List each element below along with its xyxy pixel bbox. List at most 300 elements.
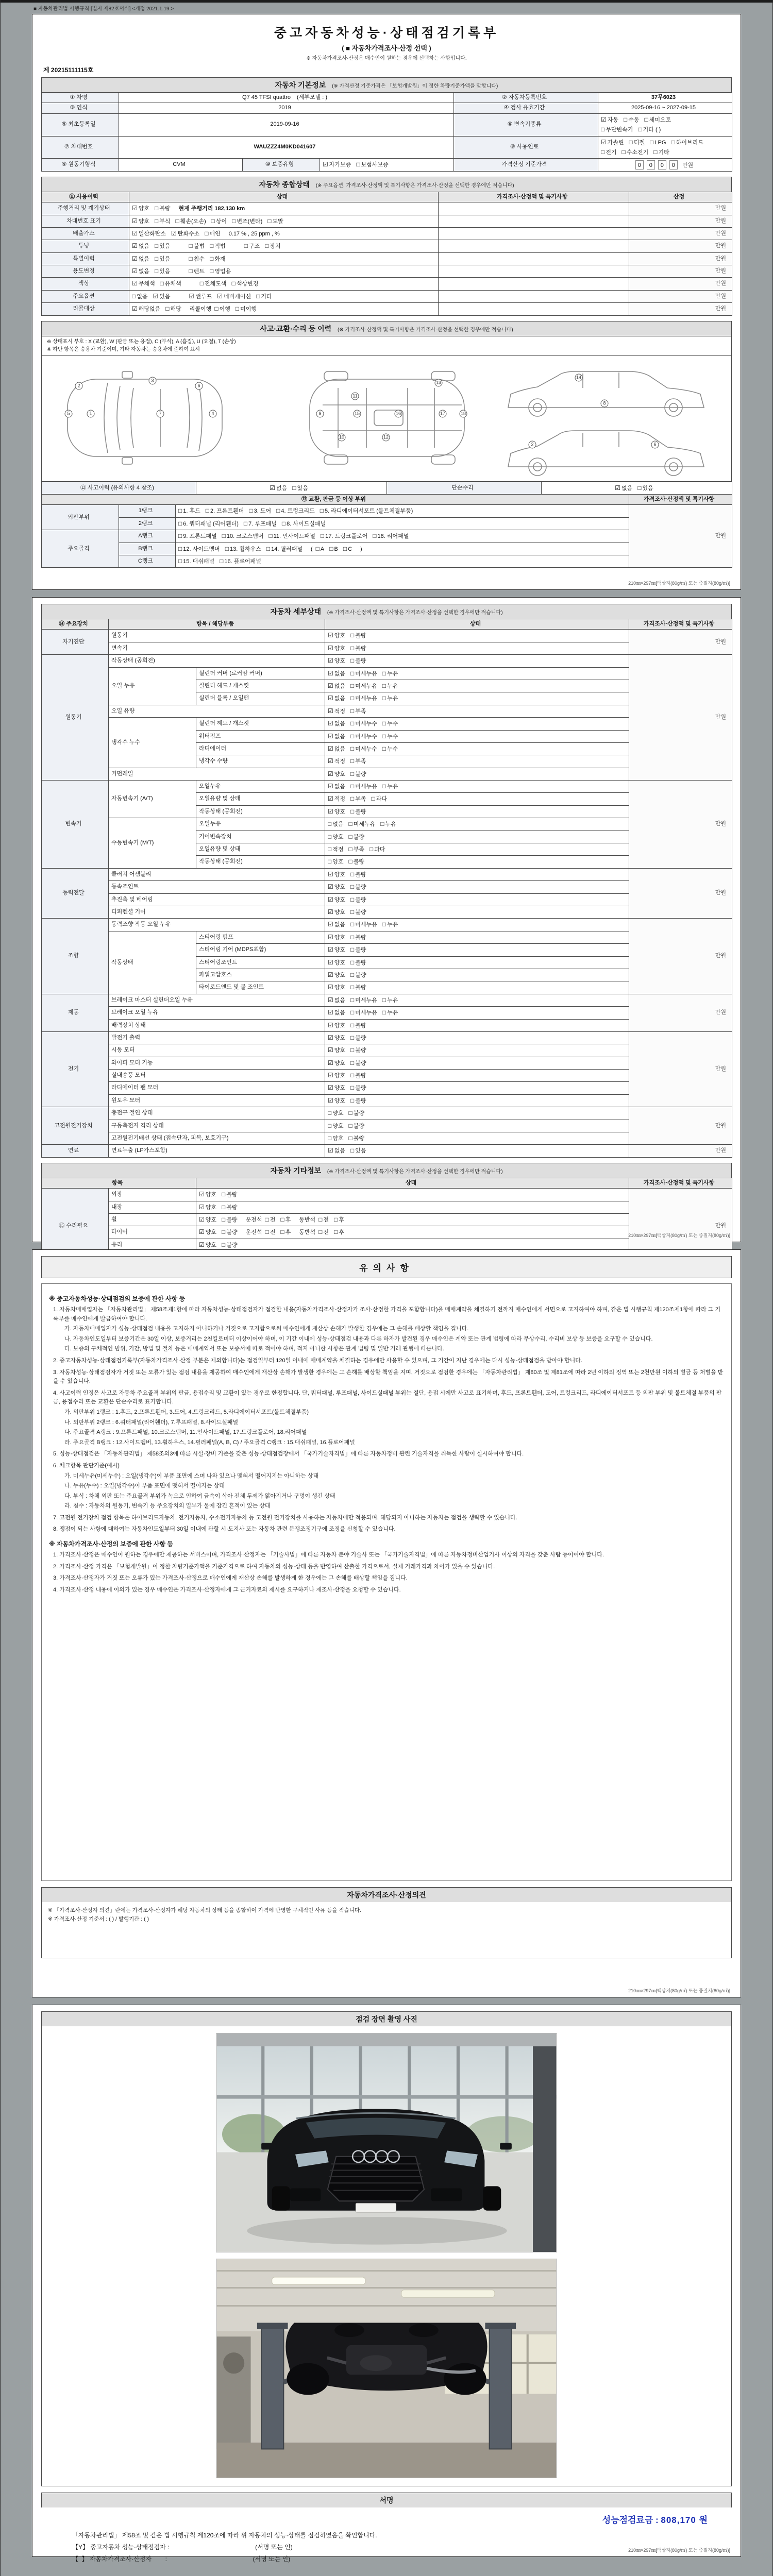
checkbox-unchecked[interactable]: □ 미세누유	[348, 820, 376, 828]
checkbox-unchecked[interactable]: □ 누유	[382, 783, 398, 790]
checkbox-unchecked[interactable]: □ 불량	[350, 958, 366, 966]
checkbox-icon: ☑	[328, 757, 333, 765]
checkbox-unchecked[interactable]: □ 부족	[348, 845, 365, 853]
inspection-photo-underbody	[216, 2259, 557, 2478]
checkbox-checked[interactable]: ☑ 양호	[199, 1191, 217, 1198]
checkbox-unchecked[interactable]: □ 6. 쿼터패널 (리어휀더)	[178, 519, 239, 527]
checkbox-checked[interactable]: ☑ 양호	[328, 984, 346, 991]
checkbox-icon: □	[189, 267, 193, 275]
section-basic-title: 자동차 기본정보	[275, 81, 326, 89]
checkbox-unchecked[interactable]: □ 누유	[382, 669, 398, 677]
checkbox-unchecked[interactable]: □ 불량	[222, 1191, 238, 1198]
checkbox-unchecked[interactable]: □ 세미오토	[644, 115, 671, 123]
document-number: 제 20215111115호	[43, 66, 94, 74]
checkbox-unchecked[interactable]: □ 장치	[265, 242, 281, 250]
checkbox-checked[interactable]: ☑ 양호	[328, 933, 346, 941]
section-photos-title: 점검 장면 촬영 사진	[356, 2015, 417, 2023]
checkbox-unchecked[interactable]: □ 12. 사이드멤버	[178, 545, 220, 552]
checkbox-icon: □	[155, 267, 159, 275]
checkbox-unchecked[interactable]: □ 없음	[328, 820, 344, 828]
checkbox-unchecked[interactable]: □ C	[343, 545, 352, 552]
checkbox-unchecked[interactable]: □ 디젤	[629, 138, 645, 146]
checkbox-unchecked[interactable]: □ 불량	[350, 971, 366, 978]
checkbox-checked[interactable]: ☑ 없음	[328, 1147, 346, 1155]
checkbox-unchecked[interactable]: □ 부식	[155, 217, 171, 225]
checkbox-unchecked[interactable]: □ 불량	[348, 1109, 365, 1117]
cell: 작동상태 (공회전)	[196, 805, 325, 818]
checkbox-icon: ☑	[171, 229, 177, 237]
checkbox-checked[interactable]: ☑ 자동	[601, 115, 619, 123]
checkbox-icon: □	[350, 783, 355, 790]
section-detail-title: 자동차 세부상태	[270, 607, 322, 616]
checkbox-unchecked[interactable]: □ 불량	[350, 807, 366, 815]
checkbox-unchecked[interactable]: □ 있음	[155, 255, 171, 262]
checkbox-icon: □	[220, 557, 224, 565]
checkbox-unchecked[interactable]: □ 색상변경	[231, 280, 259, 287]
checkbox-checked[interactable]: ☑ 해당없음	[132, 305, 161, 313]
checkbox-unchecked[interactable]: □ 5. 라디에이터서포트 (볼트체결부품)	[320, 507, 413, 515]
cell: 작동상태 (공회전)	[196, 856, 325, 868]
checkbox-unchecked[interactable]: □ 전	[265, 1215, 276, 1223]
checkbox-checked[interactable]: ☑ 없음	[328, 783, 346, 790]
checkbox-unchecked[interactable]: □ 미세누유	[350, 694, 377, 702]
table-row	[42, 1120, 732, 1132]
page-4	[32, 2005, 741, 2563]
checkbox-unchecked[interactable]: □ 누유	[382, 1009, 398, 1016]
checkbox-icon: □	[624, 115, 628, 123]
checkbox-icon: □	[343, 545, 347, 552]
panel-number-marker: 8	[601, 399, 609, 407]
checkbox-checked[interactable]: ☑ 양호	[328, 1021, 346, 1029]
cell: 작동상태 (공회전)	[109, 655, 325, 667]
checkbox-unchecked[interactable]: □ 불량	[350, 657, 366, 665]
section-overall-note: (※ 주요옵션, 가격조사·산정액 및 특기사항은 가격조사·산정을 선택한 경우에만 적습니다)	[315, 182, 514, 189]
checkbox-checked[interactable]: ☑ 양호	[132, 205, 150, 212]
checkbox-unchecked[interactable]: □ 미세누유	[350, 921, 377, 928]
label-cell: ⑨ 원동기형식	[42, 159, 119, 171]
checkbox-checked[interactable]: ☑ 있음	[153, 292, 171, 300]
cell	[325, 680, 629, 692]
checkbox-unchecked[interactable]: □ 양호	[328, 833, 344, 840]
checkbox-unchecked[interactable]: □ 미세누수	[350, 744, 377, 752]
section-detail-note: (※ 가격조사·산정액 및 특기사항은 가격조사·산정을 선택한 경우에만 적습니다)	[327, 610, 503, 616]
notice-subitem: 가. 외판부위 1랭크 : 1.후드, 2.프론트휀더, 3.도어, 4.트렁크리드, 5.라디에이터서포트(볼트체결부품)	[64, 1409, 309, 1415]
checkbox-unchecked[interactable]: □ 렌트	[189, 267, 205, 275]
checkbox-icon: □	[210, 255, 214, 262]
checkbox-unchecked[interactable]: □ 불량	[222, 1241, 238, 1248]
checkbox-unchecked[interactable]: □ 불법	[189, 242, 205, 250]
checkbox-checked[interactable]: ☑ 양호	[328, 657, 346, 665]
checkbox-checked[interactable]: ☑ 없음	[132, 255, 150, 262]
checkbox-checked[interactable]: ☑ 양호	[328, 908, 346, 916]
checkbox-checked[interactable]: ☑ 양호	[328, 644, 346, 652]
checkbox-unchecked[interactable]: □ 2. 프론트휀더	[205, 507, 244, 515]
checkbox-checked[interactable]: ☑ 탄화수소	[171, 229, 200, 237]
checkbox-unchecked[interactable]: □ 불량	[350, 632, 366, 639]
checkbox-unchecked[interactable]: □ 수소전기	[621, 148, 649, 156]
checkbox-checked[interactable]: ☑ 없음	[328, 694, 346, 702]
repair-needed: ⑮ 수리필요	[42, 1189, 109, 1264]
checkbox-checked[interactable]: ☑ 적정	[328, 707, 346, 715]
page-title: 중고자동차성능·상태점검기록부	[274, 26, 499, 40]
checkbox-unchecked[interactable]: □ 매연	[205, 229, 221, 237]
checkbox-unchecked[interactable]: □ 화재	[210, 255, 226, 262]
checkbox-checked[interactable]: ☑ 없음	[328, 1009, 346, 1016]
checkbox-unchecked[interactable]: □ 기타 ( )	[638, 126, 661, 133]
checkbox-icon: □	[350, 933, 355, 941]
checkbox-unchecked[interactable]: □ 후	[280, 1215, 291, 1223]
checkbox-checked[interactable]: ☑ 없음	[328, 720, 346, 727]
price-digit-box: 0	[669, 160, 678, 170]
checkbox-unchecked[interactable]: □ 13. 휠하우스	[225, 545, 261, 552]
checkbox-unchecked[interactable]: □ 7. 루프패널	[243, 519, 277, 527]
checkbox-checked[interactable]: ☑ 없음	[270, 484, 288, 492]
accident-history-table	[41, 482, 732, 495]
checkbox-unchecked[interactable]: □ 수동	[624, 115, 640, 123]
checkbox-unchecked[interactable]: □ 부족	[350, 757, 366, 765]
checkbox-icon: □	[232, 217, 236, 225]
checkbox-unchecked[interactable]: □ 있음	[637, 484, 653, 492]
checkbox-unchecked[interactable]: □ 전	[265, 1228, 276, 1236]
checkbox-unchecked[interactable]: □ 미세누유	[350, 1009, 377, 1016]
checkbox-unchecked[interactable]: □ 부족	[350, 795, 366, 803]
section-accident-history	[41, 321, 732, 336]
checkbox-unchecked[interactable]: □ 후	[280, 1228, 291, 1236]
checkbox-checked[interactable]: ☑ 없음	[328, 921, 346, 928]
checkbox-icon: □	[373, 532, 377, 540]
checkbox-unchecked[interactable]: □ 미세누수	[350, 720, 377, 727]
cell	[325, 1132, 629, 1145]
checkbox-unchecked[interactable]: □ 침수	[189, 255, 205, 262]
checkbox-unchecked[interactable]: □ 불량	[350, 644, 366, 652]
checkbox-unchecked[interactable]: □ 4. 트렁크리드	[276, 507, 315, 515]
table-row	[42, 718, 732, 730]
checkbox-checked[interactable]: ☑ 양호	[328, 1059, 346, 1066]
warranty-type	[320, 159, 454, 171]
checkbox-checked[interactable]: ☑ 양호	[199, 1228, 217, 1236]
checkbox-unchecked[interactable]: □ 적법	[210, 242, 226, 250]
checkbox-checked[interactable]: ☑ 양호	[328, 632, 346, 639]
checkbox-unchecked[interactable]: □ 불량	[155, 205, 171, 212]
checkbox-unchecked[interactable]: □ 미세누유	[350, 783, 377, 790]
checkbox-unchecked[interactable]: □ 불량	[222, 1203, 238, 1211]
checkbox-unchecked[interactable]: □ 상이	[211, 217, 227, 225]
checkbox-unchecked[interactable]: □ 9. 프론트패널	[178, 532, 217, 540]
cell	[325, 969, 629, 981]
frame-rank-b: □ 12. 사이드멤버 □ 13. 휠하우스 □ 14. 필러패널 ( □ A □ B □ C )	[176, 543, 629, 555]
device-powertrain: 동력전달	[42, 868, 109, 919]
checkbox-icon: ☑	[328, 908, 333, 916]
checkbox-unchecked[interactable]: □ 보험사보증	[356, 161, 389, 168]
checkbox-checked[interactable]: ☑ 없음	[328, 682, 346, 689]
checkbox-unchecked[interactable]: □ 누유	[382, 921, 398, 928]
checkbox-icon: ☑	[270, 484, 275, 492]
checkbox-checked[interactable]: ☑ 없음	[328, 669, 346, 677]
header-cell: 가격조사·산정액 및 특기사항	[629, 1178, 732, 1188]
checkbox-checked[interactable]: ☑ 양호	[199, 1241, 217, 1248]
checkbox-unchecked[interactable]: □ 불량	[350, 1084, 366, 1092]
panel-number-marker: 3	[149, 377, 157, 384]
checkbox-unchecked[interactable]: □ 해당	[165, 305, 181, 313]
checkbox-unchecked[interactable]: □ 미세누유	[350, 996, 377, 1004]
checkbox-checked[interactable]: ☑ 양호	[132, 217, 150, 225]
checkbox-checked[interactable]: ☑ 네비게이션	[217, 292, 251, 300]
plate-number: 37무6023	[598, 93, 732, 103]
checkbox-unchecked[interactable]: □ 이행	[214, 305, 230, 313]
checkbox-icon: □	[320, 532, 325, 540]
label-cell: ⑥ 변속기종류	[454, 113, 598, 136]
checkbox-unchecked[interactable]: □ 10. 크로스멤버	[222, 532, 264, 540]
checkbox-checked[interactable]: ☑ 썬루프	[189, 292, 212, 300]
checkbox-icon: ☑	[328, 933, 333, 941]
checkbox-checked[interactable]: ☑ 없음	[615, 484, 633, 492]
checkbox-checked[interactable]: ☑ 일산화탄소	[132, 229, 166, 237]
car-damage-diagram	[41, 356, 732, 482]
cell: 브레이크 마스터 실린더오일 누유	[109, 994, 325, 1006]
checkbox-unchecked[interactable]: □ 있음	[155, 242, 171, 250]
section-photos	[41, 2011, 732, 2026]
checkbox-unchecked[interactable]: □ 미세누유	[350, 682, 377, 689]
basic-info-table	[41, 92, 732, 172]
notice-item: 5. 성능·상태점검은 「자동차관리법」 제58조의3에 따른 시설·장비 기준을 갖춘 성능·상태점검장에서 「국가기술자격법」에 따른 자동차정비 관련 기술자격을 취득한 사람이 실시하여야 합니다.	[53, 1451, 524, 1458]
checkbox-checked[interactable]: ☑ 없음	[132, 267, 150, 275]
inspection-fee	[41, 2507, 732, 2527]
cell: 만원	[629, 215, 732, 227]
checkbox-checked[interactable]: ☑ 자가보증	[323, 161, 351, 168]
page-3	[32, 1249, 741, 1997]
cell: 배력장치 상태	[109, 1019, 325, 1031]
checkbox-unchecked[interactable]: □ 누수	[382, 732, 398, 740]
checkbox-icon: □	[328, 845, 332, 853]
checkbox-unchecked[interactable]: □ 누수	[382, 720, 398, 727]
checkbox-unchecked[interactable]: □ 없음	[132, 292, 148, 300]
checkbox-checked[interactable]: ☑ 없음	[328, 732, 346, 740]
valuation-opinion-header	[41, 1887, 732, 1902]
checkbox-unchecked[interactable]: □ 15. 대쉬패널	[178, 557, 215, 565]
checkbox-checked[interactable]: ☑ 양호	[328, 971, 346, 978]
checkbox-unchecked[interactable]: □ 양호	[328, 1122, 344, 1129]
cell	[325, 742, 629, 755]
checkbox-icon: □	[276, 507, 280, 515]
checkbox-unchecked[interactable]: □ 불량	[222, 1228, 238, 1236]
checkbox-icon: ☑	[328, 996, 333, 1004]
checkbox-icon: ☑	[328, 1009, 333, 1016]
checkbox-unchecked[interactable]: □ 유채색	[160, 280, 181, 287]
cell: 커먼레일	[109, 768, 325, 780]
panel-damage-table	[41, 494, 732, 568]
checkbox-unchecked[interactable]: □ 전	[318, 1228, 329, 1236]
checkbox-icon: □	[350, 996, 355, 1004]
checkbox-unchecked[interactable]: □ 과다	[371, 795, 388, 803]
checkbox-unchecked[interactable]: □ 불량	[350, 984, 366, 991]
checkbox-checked[interactable]: ☑ 양호	[328, 946, 346, 954]
checkbox-icon: ☑	[328, 1059, 333, 1066]
checkbox-unchecked[interactable]: □ 있음	[155, 267, 171, 275]
checkbox-unchecked[interactable]: □ 불량	[350, 908, 366, 916]
checkbox-icon: □	[178, 557, 182, 565]
checkbox-unchecked[interactable]: □ 불량	[350, 946, 366, 954]
checkbox-unchecked[interactable]: □ 무단변속기	[601, 126, 633, 133]
checkbox-unchecked[interactable]: □ 부족	[350, 707, 366, 715]
checkbox-unchecked[interactable]: □ 적정	[328, 845, 344, 853]
checkbox-icon: □	[265, 1228, 269, 1236]
checkbox-unchecked[interactable]: □ 누유	[380, 820, 396, 828]
cell: 실린더 헤드 / 개스킷	[196, 718, 325, 730]
checkbox-unchecked[interactable]: □ 미세누수	[350, 732, 377, 740]
checkbox-unchecked[interactable]: □ 전	[318, 1215, 329, 1223]
checkbox-unchecked[interactable]: □ 후	[334, 1228, 344, 1236]
cell	[325, 856, 629, 868]
checkbox-checked[interactable]: ☑ 적정	[328, 795, 346, 803]
cell: 오일 유량	[109, 705, 325, 717]
checkbox-icon: □	[292, 484, 296, 492]
checkbox-checked[interactable]: ☑ 없음	[132, 242, 150, 250]
checkbox-unchecked[interactable]: □ 8. 사이드실패널	[281, 519, 326, 527]
checkbox-checked[interactable]: ☑ 적정	[328, 757, 346, 765]
checkbox-unchecked[interactable]: □ 14. 필러패널	[266, 545, 303, 552]
checkbox-checked[interactable]: ☑ 양호	[328, 883, 346, 891]
frame-rank-c	[176, 555, 629, 567]
checkbox-checked[interactable]: ☑ 양호	[199, 1203, 217, 1211]
checkbox-unchecked[interactable]: □ 불량	[350, 770, 366, 777]
checkbox-unchecked[interactable]: □ 과다	[369, 845, 385, 853]
checkbox-unchecked[interactable]: □ 양호	[328, 1134, 344, 1142]
checkbox-unchecked[interactable]: □ 11. 인사이드패널	[268, 532, 315, 540]
checkbox-icon: □	[350, 1021, 355, 1029]
header-cell: 상태	[196, 1178, 629, 1188]
checkbox-unchecked[interactable]: □ 누유	[382, 682, 398, 689]
cell: 만원	[629, 655, 732, 781]
table-row	[42, 619, 732, 630]
checkbox-unchecked[interactable]: □ 18. 리어패널	[373, 532, 409, 540]
checkbox-unchecked[interactable]: □ 미이행	[235, 305, 257, 313]
valuation-note-1: ※ 「가격조사·산정자 의견」란에는 가격조사·산정자가 해당 자동차의 상태 등을 종합하여 가격에 반영한 구체적인 사유 등을 적습니다.	[48, 1907, 361, 1913]
cell: 오일누유	[196, 818, 325, 831]
device-fuel: 연료	[42, 1145, 109, 1157]
checkbox-checked[interactable]: ☑ 양호	[328, 1046, 346, 1054]
label-cell: C랭크	[119, 555, 176, 567]
checkbox-unchecked[interactable]: □ 17. 트렁크플로어	[320, 532, 368, 540]
checkbox-checked[interactable]: ☑ 양호	[328, 870, 346, 878]
checkbox-checked[interactable]: ☑ 양호	[328, 770, 346, 777]
checkbox-icon: □	[281, 519, 286, 527]
cell	[439, 252, 629, 265]
checkbox-checked[interactable]: ☑ 양호	[328, 895, 346, 903]
checkbox-icon: ☑	[328, 883, 333, 891]
checkbox-unchecked[interactable]: □ 불량	[350, 1021, 366, 1029]
checkbox-checked[interactable]: ☑ 없음	[328, 996, 346, 1004]
checkbox-unchecked[interactable]: □ 불량	[350, 1046, 366, 1054]
checkbox-unchecked[interactable]: □ 전체도색	[199, 280, 227, 287]
table-row	[42, 1132, 732, 1145]
header-cell: 가격조사·산정액 및 특기사항	[439, 192, 629, 202]
checkbox-unchecked[interactable]: □ 불량	[350, 1033, 366, 1041]
checkbox-unchecked[interactable]: □ 3. 도어	[249, 507, 272, 515]
checkbox-unchecked[interactable]: □ 불량	[350, 1096, 366, 1104]
checkbox-unchecked[interactable]: □ 영업용	[210, 267, 231, 275]
checkbox-checked[interactable]: ☑ 무채색	[132, 280, 155, 287]
checkbox-checked[interactable]: ☑ 양호	[328, 958, 346, 966]
checkbox-checked[interactable]: ☑ 양호	[328, 1096, 346, 1104]
checkbox-icon: □	[350, 984, 355, 991]
main-options	[129, 290, 439, 302]
checkbox-icon: □	[382, 996, 386, 1004]
checkbox-unchecked[interactable]: □ 불량	[350, 933, 366, 941]
checkbox-unchecked[interactable]: □ 불량	[348, 833, 365, 840]
checkbox-checked[interactable]: ☑ 양호	[328, 1033, 346, 1041]
checkbox-unchecked[interactable]: □ 불량	[222, 1215, 238, 1223]
checkbox-checked[interactable]: ☑ 없음	[328, 744, 346, 752]
checkbox-checked[interactable]: ☑ 양호	[199, 1215, 217, 1223]
checkbox-unchecked[interactable]: □ 불량	[348, 1122, 365, 1129]
checkbox-unchecked[interactable]: □ 하이브리드	[671, 138, 703, 146]
cell: 라디에이터	[196, 742, 325, 755]
checkbox-icon: □	[155, 255, 159, 262]
checkbox-checked[interactable]: ☑ 양호	[328, 807, 346, 815]
checkbox-unchecked[interactable]: □ 누유	[382, 996, 398, 1004]
checkbox-unchecked[interactable]: □ 누유	[382, 694, 398, 702]
checkbox-unchecked[interactable]: □ A	[315, 545, 325, 552]
checkbox-unchecked[interactable]: □ 불량	[350, 895, 366, 903]
cell: 만원	[629, 290, 732, 302]
checkbox-unchecked[interactable]: □ 누수	[382, 744, 398, 752]
checkbox-unchecked[interactable]: □ 불량	[350, 870, 366, 878]
checkbox-unchecked[interactable]: □ 기타	[256, 292, 272, 300]
checkbox-unchecked[interactable]: □ 구조	[244, 242, 260, 250]
checkbox-unchecked[interactable]: □ 불량	[350, 1072, 366, 1079]
checkbox-unchecked[interactable]: □ 양호	[328, 1109, 344, 1117]
checkbox-unchecked[interactable]: □ 16. 플로어패널	[220, 557, 261, 565]
special-history	[129, 252, 439, 265]
checkbox-unchecked[interactable]: □ 도말	[267, 217, 283, 225]
checkbox-unchecked[interactable]: □ 양호	[328, 858, 344, 866]
device-transmission: 변속기	[42, 781, 109, 869]
checkbox-unchecked[interactable]: □ 불량	[350, 883, 366, 891]
checkbox-unchecked[interactable]: □ 있음	[292, 484, 308, 492]
cell: 수동변속기 (M/T)	[109, 818, 196, 869]
checkbox-checked[interactable]: ☑ 양호	[328, 1072, 346, 1079]
panel-number-marker: 7	[157, 410, 164, 417]
header-cell: ⑭ 주요장치	[42, 619, 109, 630]
checkbox-unchecked[interactable]: □ 불량	[348, 1134, 365, 1142]
checkbox-checked[interactable]: ☑ 양호	[328, 1084, 346, 1092]
checkbox-unchecked[interactable]: □ 후	[334, 1215, 344, 1223]
notice-subitem: 다. 부식 : 차체 외판 또는 주요골격 부위가 녹으로 인하여 금속이 삭아 전체 두께가 얇아지거나 구멍이 생긴 상태	[64, 1493, 335, 1499]
cell	[439, 240, 629, 252]
checkbox-unchecked[interactable]: □ 전기	[601, 148, 617, 156]
checkbox-icon: ☑	[132, 229, 138, 237]
checkbox-unchecked[interactable]: □ 불량	[350, 1059, 366, 1066]
checkbox-unchecked[interactable]: □ 훼손(오손)	[175, 217, 206, 225]
checkbox-unchecked[interactable]: □ 미세누유	[350, 669, 377, 677]
panel-number-marker: 2	[75, 382, 83, 389]
label-cell: 색상	[42, 278, 129, 290]
checkbox-unchecked[interactable]: □ 불량	[348, 858, 365, 866]
cell	[325, 931, 629, 943]
checkbox-checked[interactable]: ☑ 가솔린	[601, 138, 624, 146]
checkbox-icon: □	[350, 971, 355, 978]
checkbox-unchecked[interactable]: □ 1. 후드	[178, 507, 200, 515]
checkbox-unchecked[interactable]: □ 기타	[653, 148, 669, 156]
checkbox-unchecked[interactable]: □ 변조(변타)	[232, 217, 263, 225]
header-cell: 가격조사·산정액 및 특기사항	[629, 495, 732, 505]
checkbox-unchecked[interactable]: □ 있음	[350, 1147, 366, 1155]
checkbox-unchecked[interactable]: □ B	[329, 545, 338, 552]
cell: 타이어	[109, 1226, 196, 1239]
label-cell: 특별이력	[42, 252, 129, 265]
checkbox-unchecked[interactable]: □ LPG	[650, 138, 666, 146]
section-etc-info	[41, 1163, 732, 1178]
